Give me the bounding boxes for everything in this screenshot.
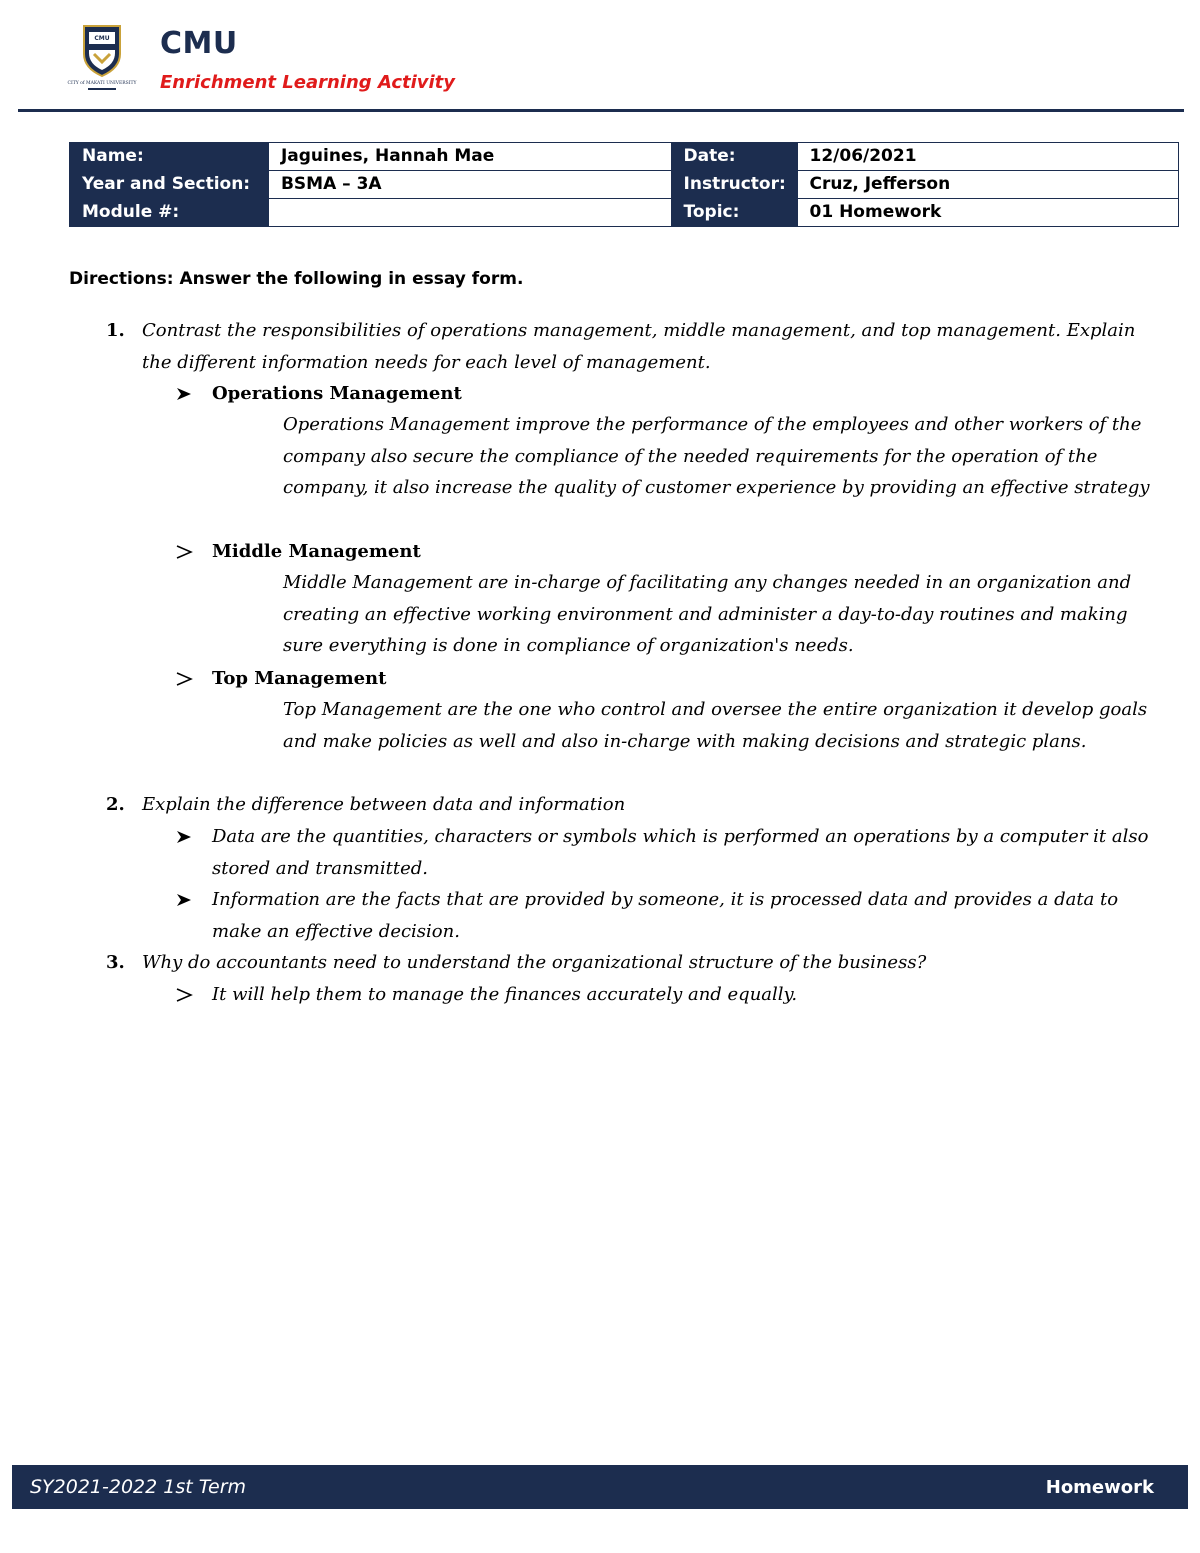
footer-label: Homework bbox=[1045, 1477, 1154, 1498]
section-label: Year and Section: bbox=[70, 171, 269, 199]
page-footer bbox=[12, 1465, 1188, 1509]
activity-subtitle: Enrichment Learning Activity bbox=[160, 72, 456, 93]
header-divider bbox=[18, 109, 1184, 112]
date-label: Date: bbox=[671, 143, 797, 171]
answer-operations: Operations Management improve the performance of the employees and other workers of the company also secure the compliance of the needed requirements for the operation of the company, it also increase the quality of customer experience by providing an effective strategy bbox=[283, 414, 1150, 498]
footer-term: SY2021-2022 1st Term bbox=[30, 1476, 247, 1498]
arrow-bullet-icon bbox=[176, 672, 192, 686]
question-number: 1. bbox=[106, 320, 125, 341]
instructor-value: Cruz, Jefferson bbox=[797, 171, 1179, 199]
question-text: Explain the difference between data and information bbox=[142, 794, 626, 815]
arrow-bullet-icon bbox=[176, 988, 192, 1002]
bullet-text: It will help them to manage the finances accurately and equally. bbox=[212, 984, 798, 1005]
student-info-table bbox=[69, 142, 1179, 227]
part-heading: Top Management bbox=[212, 668, 387, 689]
module-value bbox=[268, 199, 671, 227]
arrow-bullet-icon bbox=[176, 387, 192, 401]
topic-value: 01 Homework bbox=[797, 199, 1179, 227]
name-value: Jaguines, Hannah Mae bbox=[268, 143, 671, 171]
answer-middle: Middle Management are in-charge of facilitating any changes needed in an organization and creating an effective working environment and administer a day-to-day routines and making sure everything is done in compliance of organization's needs. bbox=[283, 572, 1132, 656]
svg-text:CITY of MAKATI UNIVERSITY: CITY of MAKATI UNIVERSITY bbox=[67, 81, 137, 86]
university-seal-logo bbox=[67, 20, 137, 94]
info-row-name bbox=[70, 143, 1179, 171]
question-number: 2. bbox=[106, 794, 125, 815]
arrow-bullet-icon bbox=[176, 830, 192, 844]
date-value: 12/06/2021 bbox=[797, 143, 1179, 171]
part-heading: Middle Management bbox=[212, 541, 421, 562]
section-value: BSMA – 3A bbox=[268, 171, 671, 199]
brand-title: CMU bbox=[160, 26, 238, 61]
part-heading: Operations Management bbox=[212, 383, 462, 404]
bullet-text: Data are the quantities, characters or symbols which is performed an operations by a computer it also stored and transmitted. bbox=[212, 826, 1149, 879]
directions-text: Directions: Answer the following in essay form. bbox=[69, 269, 524, 289]
answer-top: Top Management are the one who control and oversee the entire organization it develop goals and make policies as well and also in-charge with making decisions and strategic plans. bbox=[283, 699, 1148, 752]
svg-text:CMU: CMU bbox=[94, 35, 110, 42]
instructor-label: Instructor: bbox=[671, 171, 797, 199]
name-label: Name: bbox=[70, 143, 269, 171]
question-text: Contrast the responsibilities of operations management, middle management, and top management. Explain the different information needs for each level of management. bbox=[142, 320, 1136, 373]
question-text: Why do accountants need to understand the organizational structure of the business? bbox=[142, 952, 927, 973]
arrow-bullet-icon bbox=[176, 545, 192, 559]
question-number: 3. bbox=[106, 952, 125, 973]
info-row-section bbox=[70, 171, 1179, 199]
module-label: Module #: bbox=[70, 199, 269, 227]
info-row-module bbox=[70, 199, 1179, 227]
arrow-bullet-icon bbox=[176, 893, 192, 907]
topic-label: Topic: bbox=[671, 199, 797, 227]
bullet-text: Information are the facts that are provided by someone, it is processed data and provides a data to make an effective decision. bbox=[212, 889, 1119, 942]
